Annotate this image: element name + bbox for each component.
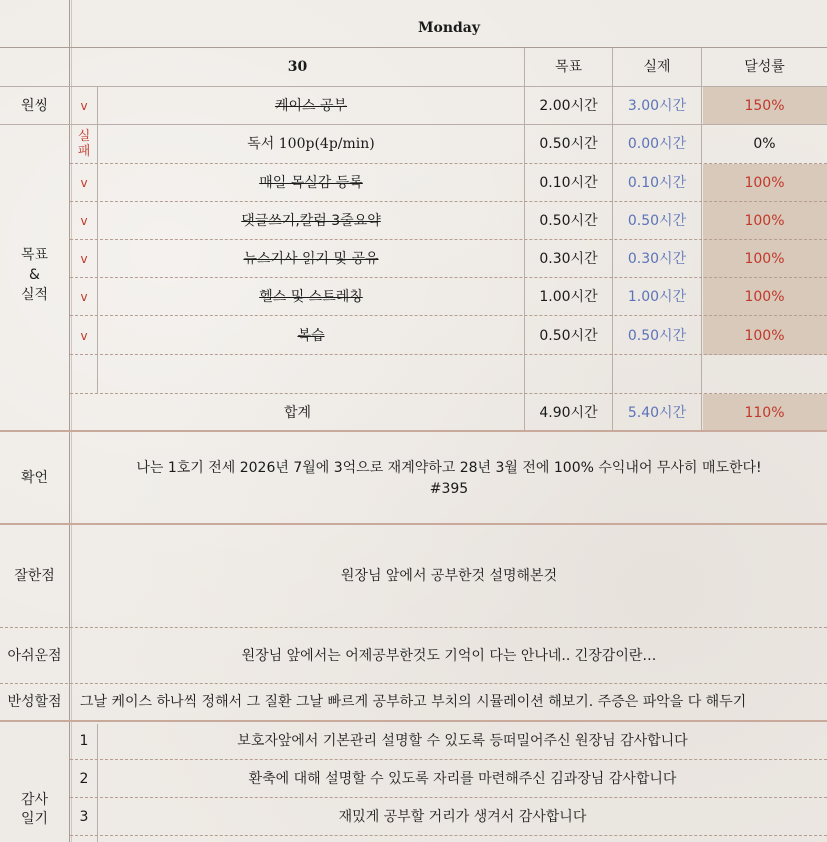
task-rate: 100% — [744, 251, 785, 267]
actual-column-header: 실제 — [643, 59, 671, 75]
affirmation-count: #395 — [429, 481, 469, 497]
task-rate: 0% — [753, 136, 776, 152]
task-goal: 0.30시간 — [539, 251, 598, 267]
task-name[interactable]: 댓글쓰기,칼럼 3줄요약 — [241, 213, 381, 229]
task-goal: 0.50시간 — [539, 213, 598, 229]
task-actual: 0.00시간 — [627, 136, 687, 152]
total-label: 합계 — [283, 404, 312, 421]
gratitude-item[interactable]: 재밌게 공부할 거리가 생겨서 감사합니다 — [338, 808, 587, 825]
task-goal: 1.00시간 — [539, 289, 598, 305]
task-goal: 2.00시간 — [539, 97, 598, 114]
check-mark[interactable]: v — [80, 98, 88, 113]
task-goal: 0.10시간 — [539, 175, 598, 191]
check-mark[interactable]: v — [80, 328, 88, 343]
check-mark[interactable]: v — [80, 214, 88, 228]
task-name[interactable]: 독서 100p(4p/min) — [247, 136, 375, 152]
fail-mark[interactable]: 실패 — [77, 129, 91, 159]
check-mark[interactable]: v — [80, 290, 88, 304]
task-actual: 3.00시간 — [627, 97, 687, 114]
rate-column-header: 달성률 — [744, 59, 785, 75]
task-rate: 100% — [744, 213, 785, 229]
gratitude-item[interactable]: 보호자앞에서 기본관리 설명할 수 있도록 등떠밀어주신 원장님 감사합니다 — [237, 732, 688, 749]
gratitude-item[interactable]: 환축에 대해 설명할 수 있도록 자리를 마련해주신 김과장님 감사합니다 — [248, 770, 677, 787]
reflect-label: 반성할점 — [7, 694, 62, 710]
task-rate: 100% — [744, 327, 785, 344]
task-goal: 0.50시간 — [539, 327, 598, 344]
gratitude-number: 3 — [79, 808, 89, 825]
task-name[interactable]: 헬스 및 스트레칭 — [259, 289, 363, 305]
check-mark[interactable]: v — [80, 252, 88, 266]
reflect-text[interactable]: 그날 케이스 하나씩 정해서 그 질환 그날 빠르게 공부하고 부치의 시뮬레이션 해보기. 주증은 파악을 다 해두기 — [80, 694, 747, 710]
task-name[interactable]: 케이스 공부 — [274, 97, 348, 114]
task-name[interactable]: 복습 — [297, 327, 325, 344]
gratitude-label: 감사 일기 — [20, 792, 49, 827]
task-actual: 0.10시간 — [627, 175, 687, 191]
task-rate: 150% — [744, 97, 785, 114]
task-actual: 0.30시간 — [627, 251, 687, 267]
task-goal: 0.50시간 — [539, 136, 598, 152]
task-actual: 0.50시간 — [627, 327, 687, 344]
day-header: Monday — [417, 20, 480, 36]
warmup-label: 원씽 — [20, 97, 49, 114]
task-name[interactable]: 매일 목실감 등록 — [259, 175, 363, 191]
gratitude-number: 1 — [79, 732, 89, 749]
gratitude-number: 2 — [79, 770, 89, 787]
affirmation-line: 나는 1호기 전세 2026년 7월에 3억으로 재계약하고 28년 3월 전에 100% 수익내어 무사히 매도한다! — [136, 460, 762, 476]
good-points-label: 잘한점 — [14, 568, 55, 584]
regret-label: 아쉬운점 — [7, 647, 62, 664]
task-rate: 100% — [744, 175, 785, 191]
empty-task-slot[interactable] — [98, 355, 524, 393]
goal-column-header: 목표 — [554, 59, 583, 75]
affirmation-text[interactable] — [71, 458, 827, 500]
total-goal: 4.90시간 — [539, 404, 598, 421]
total-actual: 5.40시간 — [627, 404, 687, 421]
affirmation-label: 확언 — [20, 469, 49, 486]
task-rate: 100% — [744, 289, 785, 305]
task-actual: 1.00시간 — [627, 289, 687, 305]
goals-label: 목표 & 실적 — [20, 247, 49, 303]
total-rate: 110% — [744, 404, 785, 421]
check-mark[interactable]: v — [80, 176, 88, 190]
good-points-text[interactable]: 원장님 앞에서 공부한것 설명해본것 — [340, 568, 558, 584]
task-name[interactable]: 뉴스기사 읽기 및 공유 — [243, 251, 379, 267]
task-actual: 0.50시간 — [627, 213, 687, 229]
regret-text[interactable]: 원장님 앞에서는 어제공부한것도 기억이 다는 안나네.. 긴장감이란… — [241, 647, 657, 664]
date-header: 30 — [287, 59, 308, 75]
